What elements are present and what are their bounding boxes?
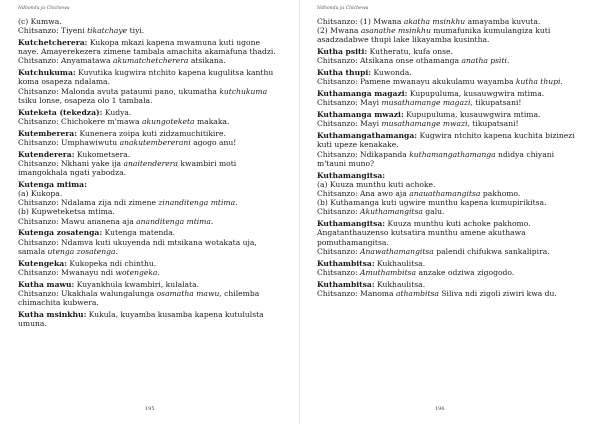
example-term: musathamange mwazi, [381,119,470,129]
entry-text: Chitsanzo: Pamene mwanayu akukulamu wayamba [317,77,516,87]
entry-line [317,280,583,289]
entry-text: galu. [422,207,445,217]
entry-text: Chitsanzo: Ukakhala walungalunga [18,288,157,298]
example-term: Anawathamangitsa [360,246,434,256]
entry-text: Chitsanzo: Mwanayu ndi [18,267,116,277]
entry-text: Kutheratu, kufa onse. [367,47,453,57]
example-term: Akuthamangitsa [360,207,423,217]
entry-line [317,119,583,128]
entry-line [317,180,583,189]
headword: Kutemberera: [18,128,78,138]
entry-text: Chitsanzo: Anyamatawa [18,56,113,66]
entry-line [317,77,583,86]
example-term: utenga zosatenga. [47,246,118,256]
entry-text: Kuyankhula kwambiri, kulalata. [74,279,200,289]
dictionary-entry [18,38,282,66]
headword: Kuthambitsa: [317,258,375,268]
entry-text: Kutenga matenda. [102,228,176,238]
entry-line [18,129,282,138]
example-term: Amuthambitsa [360,267,417,277]
example-term: musathamange magazi, [381,98,473,108]
entry-text: (c) Kumwa. [18,17,62,26]
right-entries [317,17,583,301]
entry-line [18,17,282,26]
entry-line [18,280,282,289]
headword: Kuthamanga mwazi: [317,110,404,120]
headword: Kuthamangitsa: [317,170,386,180]
entry-text: Chitsanzo: Umphawiwutu [18,137,120,147]
dictionary-entry [317,110,583,128]
entry-line [18,56,282,65]
headword: Kutengeka: [18,258,67,268]
dictionary-entry [18,280,282,308]
headword: Kutha mawu: [18,279,75,289]
entry-text: Chitsanzo: [317,246,361,256]
entry-text: anzake odziwa zigogodo. [416,267,515,277]
dictionary-entry [317,171,583,217]
entry-text: (2) Mwana [317,26,361,36]
entry-line [317,150,583,168]
example-term: akatha msinkhu [403,17,466,26]
entry-line [317,47,583,56]
page-number: 196 [435,406,445,412]
entry-line [317,171,583,180]
headword: Kutha psiti: [317,47,368,57]
example-term: asanathe msinkhu [360,26,431,36]
entry-line [317,259,583,268]
entry-text: Chitsanzo: [317,267,361,277]
entry-text: atsikana. [188,56,226,66]
entry-text: ndidya chiyani m'tauni muno? [317,149,555,168]
example-term: anakutembererani [119,137,191,147]
entry-line [18,289,282,307]
entry-line [317,207,583,216]
entry-text: Kukhaulitsa. [374,258,426,268]
dictionary-entry [317,47,583,65]
entry-line [18,228,282,237]
headword: Kuthamangathamanga: [317,131,418,141]
headword: Kutenderera: [18,149,75,159]
entry-line [317,189,583,198]
entry-line [317,131,583,149]
entry-text: Kunenera zoipa kuti zidzamuchitikire. [77,128,226,138]
dictionary-entry [317,259,583,277]
entry-text: Chitsanzo: Ndamva kuti ukuyenda ndi mtsikana wotakata uja, samala [18,237,257,256]
entry-text: Kuwonda. [371,68,412,78]
running-header: Ndhondu ja Chichewa [317,6,369,11]
entry-line [317,110,583,119]
entry-text: Kupupuluma, kusauwgwira mtima. [403,110,541,120]
entry-line [18,159,282,177]
entry-line [317,98,583,107]
entry-text: Kugwira ntchito kapena kuchita bizinezi kuti upeze kenakake. [317,131,575,150]
entry-text: pakhomo. [480,189,521,199]
dictionary-entry [18,180,282,226]
headword: Kutenga zosatenga: [18,228,103,238]
headword: Kutenga mtima: [18,179,87,189]
headword: Kutha msinkhu: [18,309,87,319]
headword: Kuthambitsa: [317,279,375,289]
headword: Kuthamangitsa: [317,219,386,229]
entry-text: Kukopeka ndi chinthu. [66,258,157,268]
entry-line [18,198,282,207]
entry-text: Chitsanzo: Ndikapanda [317,149,410,159]
running-header: Ndhondu ja Chichewa [18,6,70,11]
entry-text: Chitsanzo: Tiyeni [18,26,88,36]
entry-line [18,138,282,147]
dictionary-entry [317,219,583,256]
dictionary-entry [18,68,282,105]
example-term: ananditenga mtima. [136,216,214,226]
entry-line [317,17,583,26]
entry-text: Kukometsera. [74,149,131,159]
entry-line [317,56,583,65]
example-term: zinanditenga mtima. [158,198,238,208]
example-term: wotengeka. [115,267,160,277]
entry-line [18,117,282,126]
entry-text: Kuuza munthu kuti achoke pakhomo. Angatanthauzenso kutsatira munthu amene akuthawa pomuthamangitsa. [317,219,531,247]
dictionary-entry [317,68,583,86]
entry-text: Kupupuluma, kusauwgwira mtima. [407,89,545,99]
entry-text: agogo anu! [190,137,237,147]
entry-line [18,310,282,328]
entry-text: palendi chifukwa sankalipira. [433,246,550,256]
example-term: athambitsa [395,288,439,298]
headword: Kuteketa (tekedza): [18,107,103,117]
dictionary-entry [317,280,583,298]
entry-text: chilemba chimachita kubwera. [18,288,260,308]
entry-text: (a) Kuuza munthu kuti achoke. [317,179,436,189]
example-term: anatha psiti. [461,56,510,66]
entry-text: Kukula, kuyamba kusamba kapena kutululsta umuna. [18,309,264,329]
dictionary-entry [317,17,583,45]
entry-line [18,68,282,86]
entry-text: Kudya. [102,107,132,117]
entry-text: (b) Kupweteketsa mtima. [18,207,115,217]
entry-line [18,268,282,277]
example-term: kutchukuma [219,86,268,96]
entry-text: tsiku lonse, osapeza olo 1 tambala. [18,95,153,105]
entry-text: amayamba kuvuta. [465,17,541,26]
entry-text: Siliva ndi zigoli ziwiri kwa du. [438,288,557,298]
headword: Kutchetcherera: [18,38,88,47]
entry-text: Kuvutika kugwira ntchito kapena kugulitsa kanthu koma osapeza ndalama. [18,68,274,87]
example-term: akungoteketa [141,116,195,126]
entry-text: (a) Kukopa. [18,189,63,199]
entry-text: Chitsanzo: Mawu ananena aja [18,216,137,226]
entry-text: Chitsanzo: Malonda avuta pataumi pano, ukumatha [18,86,220,96]
entry-text: Chitsanzo: Mayi [317,119,382,129]
entry-text: makaka. [194,116,230,126]
example-term: kuthamangathamanga [409,149,496,159]
dictionary-entry [18,17,282,35]
example-term: akumatchetcherera [112,56,189,66]
entry-text: Kukopa mkazi kapena mwamuna kuti ugone naye. Amayerekezera zimene tambala amachita akamafuna thadzi. [18,38,276,57]
entry-text: tikupatsani! [472,98,522,108]
entry-line [317,247,583,256]
example-term: tikatchaye [87,26,128,36]
dictionary-entry [18,108,282,126]
headword: Kutha thupi: [317,68,372,78]
dictionary-entry [18,228,282,256]
entry-text: Chitsanzo: Nkhani yake ija [18,158,124,168]
entry-text: Chitsanzo: Chichokere m'mawa [18,116,142,126]
example-term: anauathamangitsa [409,189,481,199]
entry-text: Chitsanzo: [317,207,361,217]
entry-line [18,26,282,35]
left-entries [18,17,282,331]
example-term: kutha thupi. [515,77,563,87]
headword: Kutchukuma: [18,68,76,78]
entry-text: (b) Kuthamanga kuti ugwire munthu kapena kumupirikitsa. [317,198,547,208]
dictionary-entry [18,259,282,277]
dictionary-entry [317,131,583,168]
entry-text: Chitsanzo: Ndalama zija ndi zimene [18,198,159,208]
dictionary-entry [18,129,282,147]
entry-text: mumafunika kumulangiza kuti asadzadabwe thupi lake likayamba kusintha. [317,26,551,45]
entry-line [317,219,583,247]
page-number: 195 [145,406,155,412]
entry-text: Chitsanzo: Atsikana onse othamanga [317,56,462,66]
entry-line [18,189,282,198]
headword: Kuthamanga magazi: [317,89,408,99]
entry-text: tikupatsani! [469,119,519,129]
dictionary-entry [18,150,282,178]
entry-text: tiyi. [127,26,145,36]
entry-line [317,26,583,44]
entry-line [317,68,583,77]
example-term: osamatha mawu, [156,288,222,298]
entry-line [18,207,282,216]
entry-line [18,87,282,105]
entry-line [317,198,583,207]
entry-text: kwambiri moti imangokhala ngati yabodza. [18,158,237,178]
right-page [300,0,600,424]
entry-text: Kukhaulitsa. [374,279,426,289]
dictionary-entry [18,310,282,328]
entry-text: Chitsanzo: Mayi [317,98,382,108]
entry-line [18,238,282,256]
entry-line [18,38,282,56]
entry-line [317,268,583,277]
example-term: anaitenderera [123,158,178,168]
entry-text: Chitsanzo: Manoma [317,288,396,298]
entry-line [18,180,282,189]
entry-line [18,259,282,268]
entry-text: Chitsanzo: Ana awo aja [317,189,410,199]
entry-line [18,150,282,159]
entry-line [317,289,583,298]
dictionary-entry [317,89,583,107]
entry-line [317,89,583,98]
entry-text: Chitsanzo: (1) Mwana [317,17,404,26]
entry-line [18,217,282,226]
entry-line [18,108,282,117]
